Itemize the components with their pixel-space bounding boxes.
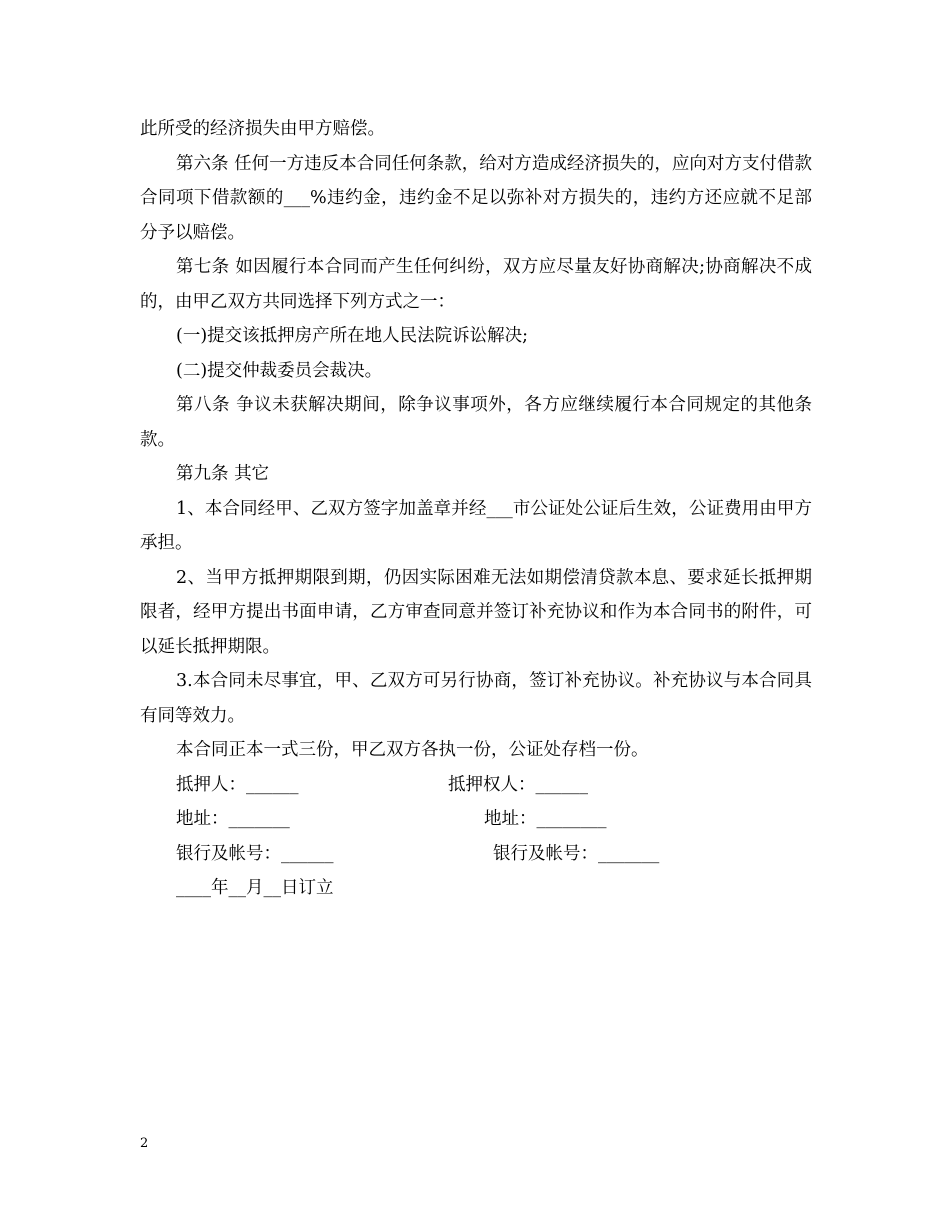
signature-row-address bbox=[140, 802, 812, 837]
paragraph-article-6: 第六条 任何一方违反本合同任何条款，给对方造成经济损失的，应向对方支付借款合同项下借款额的___%违约金，违约金不足以弥补对方损失的，违约方还应就不足部分予以赔偿。 bbox=[140, 153, 812, 243]
paragraph-clause-1: 1、本合同经甲、乙双方签字加盖章并经___市公证处公证后生效，公证费用由甲方承担。 bbox=[140, 498, 812, 553]
mortgagor-address-line: 地址：_______ bbox=[176, 809, 290, 829]
paragraph-option-2: (二)提交仲裁委员会裁决。 bbox=[176, 360, 383, 381]
signing-date-line: ____年__月__日订立 bbox=[176, 878, 334, 898]
paragraph-copies: 本合同正本一式三份，甲乙双方各执一份，公证处存档一份。 bbox=[176, 740, 649, 760]
signature-row-date bbox=[140, 871, 812, 906]
mortgagor-bank-line: 银行及帐号：______ bbox=[176, 843, 334, 864]
mortgagee-bank-line: 银行及帐号：_______ bbox=[493, 843, 660, 864]
mortgagor-signature-line: 抵押人：______ bbox=[176, 774, 299, 795]
mortgagee-signature-line: 抵押权人：______ bbox=[448, 774, 588, 795]
paragraph-article-8: 第八条 争议未获解决期间，除争议事项外，各方应继续履行本合同规定的其他条款。 bbox=[140, 395, 812, 450]
paragraph-clause-3: 3.本合同未尽事宜，甲、乙双方可另行协商，签订补充协议。补充协议与本合同具有同等效力。 bbox=[140, 671, 812, 726]
paragraph-article-9-heading: 第九条 其它 bbox=[176, 464, 270, 484]
paragraph-option-1: (一)提交该抵押房产所在地人民法院诉讼解决; bbox=[176, 326, 529, 346]
mortgagee-address-line: 地址：________ bbox=[484, 809, 607, 829]
document-body bbox=[140, 112, 812, 906]
paragraph-article-7: 第七条 如因履行本合同而产生任何纠纷，双方应尽量友好协商解决;协商解决不成的，由甲乙双方共同选择下列方式之一： bbox=[140, 257, 812, 312]
page-number: 2 bbox=[140, 1136, 149, 1151]
paragraph-continuation: 此所受的经济损失由甲方赔偿。 bbox=[140, 119, 385, 139]
signature-row-bank bbox=[140, 837, 812, 872]
paragraph-clause-2: 2、当甲方抵押期限到期，仍因实际困难无法如期偿清贷款本息、要求延长抵押期限者，经甲方提出书面申请，乙方审查同意并签订补充协议和作为本合同书的附件，可以延长抵押期限。 bbox=[140, 567, 812, 657]
signature-row-parties bbox=[140, 768, 812, 803]
